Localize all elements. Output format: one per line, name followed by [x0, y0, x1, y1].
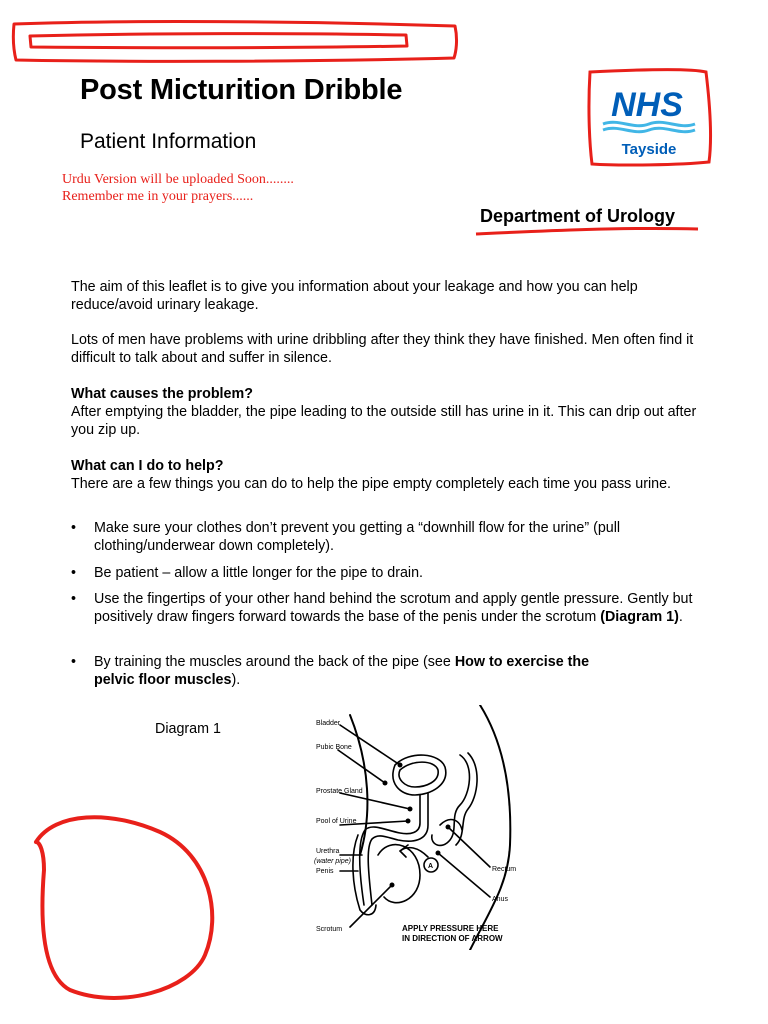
- bullet-text-group: [94, 590, 706, 626]
- causes-paragraph: After emptying the bladder, the pipe leading to the outside still has urine in it. This can drip out after you zip up.: [71, 404, 697, 438]
- department-heading: Department of Urology: [480, 206, 676, 226]
- bullet-symbol: •: [71, 565, 77, 581]
- bullet-text: Make sure your clothes don’t prevent you getting a “downhill flow for the urine” (pull clothing/underwear down completely).: [94, 520, 621, 554]
- page-title: Post Micturition Dribble: [80, 74, 403, 106]
- diagram-caption: Diagram 1: [155, 721, 221, 737]
- help-heading: What can I do to help?: [71, 458, 224, 474]
- bullet-symbol: •: [71, 591, 77, 607]
- anatomy-diagram: [300, 705, 530, 950]
- bullet-end-text: ).: [231, 672, 241, 688]
- bullet-text: Use the fingertips of your other hand behind the scrotum and apply gentle pressure. Gently but positively draw fingers forward towards the base of the penis under the scrotum: [94, 591, 693, 625]
- department-underline-mark: [476, 228, 698, 234]
- bullet-text-group: [94, 653, 614, 689]
- bullet-link-text: How to exercise the pelvic floor muscles: [94, 654, 590, 688]
- label-anus: Anus: [492, 896, 508, 903]
- intro-paragraph-2: Lots of men have problems with urine dribbling after they think they have finished. Men often find it difficult to talk about and suffer in silence.: [71, 332, 694, 366]
- label-pubic-bone: Pubic Bone: [316, 744, 352, 751]
- bullet-text: By training the muscles around the back of the pipe (see: [94, 654, 455, 670]
- corner-loop-mark: [36, 817, 212, 998]
- bullet-text: Be patient – allow a little longer for the pipe to drain.: [94, 565, 424, 581]
- intro-paragraph-1: The aim of this leaflet is to give you information about your leakage and how you can help reduce/avoid urinary leakage.: [71, 279, 638, 313]
- label-pool-of-urine: Pool of Urine: [316, 818, 357, 825]
- top-scribble-mark: [13, 22, 456, 62]
- logo-brand-text: NHS: [611, 86, 683, 124]
- bullet-bold-text: (Diagram 1): [600, 609, 679, 625]
- bullet-symbol: •: [71, 520, 77, 536]
- bullet-symbol: •: [71, 654, 77, 670]
- bullet-end-text: .: [678, 609, 683, 625]
- page-subtitle: Patient Information: [80, 130, 257, 153]
- handwritten-note-line-1: Urdu Version will be uploaded Soon........: [62, 172, 294, 187]
- label-water-pipe: (water pipe): [314, 858, 351, 865]
- label-direction-arrow: IN DIRECTION OF ARROW: [402, 934, 503, 943]
- handwritten-note-line-2: Remember me in your prayers......: [62, 189, 254, 204]
- label-point-a: A: [428, 863, 434, 870]
- nhs-tayside-logo: [597, 82, 700, 160]
- label-urethra: Urethra: [316, 848, 340, 855]
- help-paragraph: There are a few things you can do to help the pipe empty completely each time you pass urine.: [71, 476, 672, 492]
- label-prostate-gland: Prostate Gland: [316, 788, 363, 795]
- label-bladder: Bladder: [316, 720, 341, 727]
- label-scrotum: Scrotum: [316, 926, 343, 933]
- label-rectum: Rectum: [492, 866, 517, 873]
- label-penis: Penis: [316, 868, 334, 875]
- logo-region-text: Tayside: [621, 141, 677, 158]
- label-apply-pressure: APPLY PRESSURE HERE: [402, 924, 499, 933]
- causes-heading: What causes the problem?: [71, 386, 253, 402]
